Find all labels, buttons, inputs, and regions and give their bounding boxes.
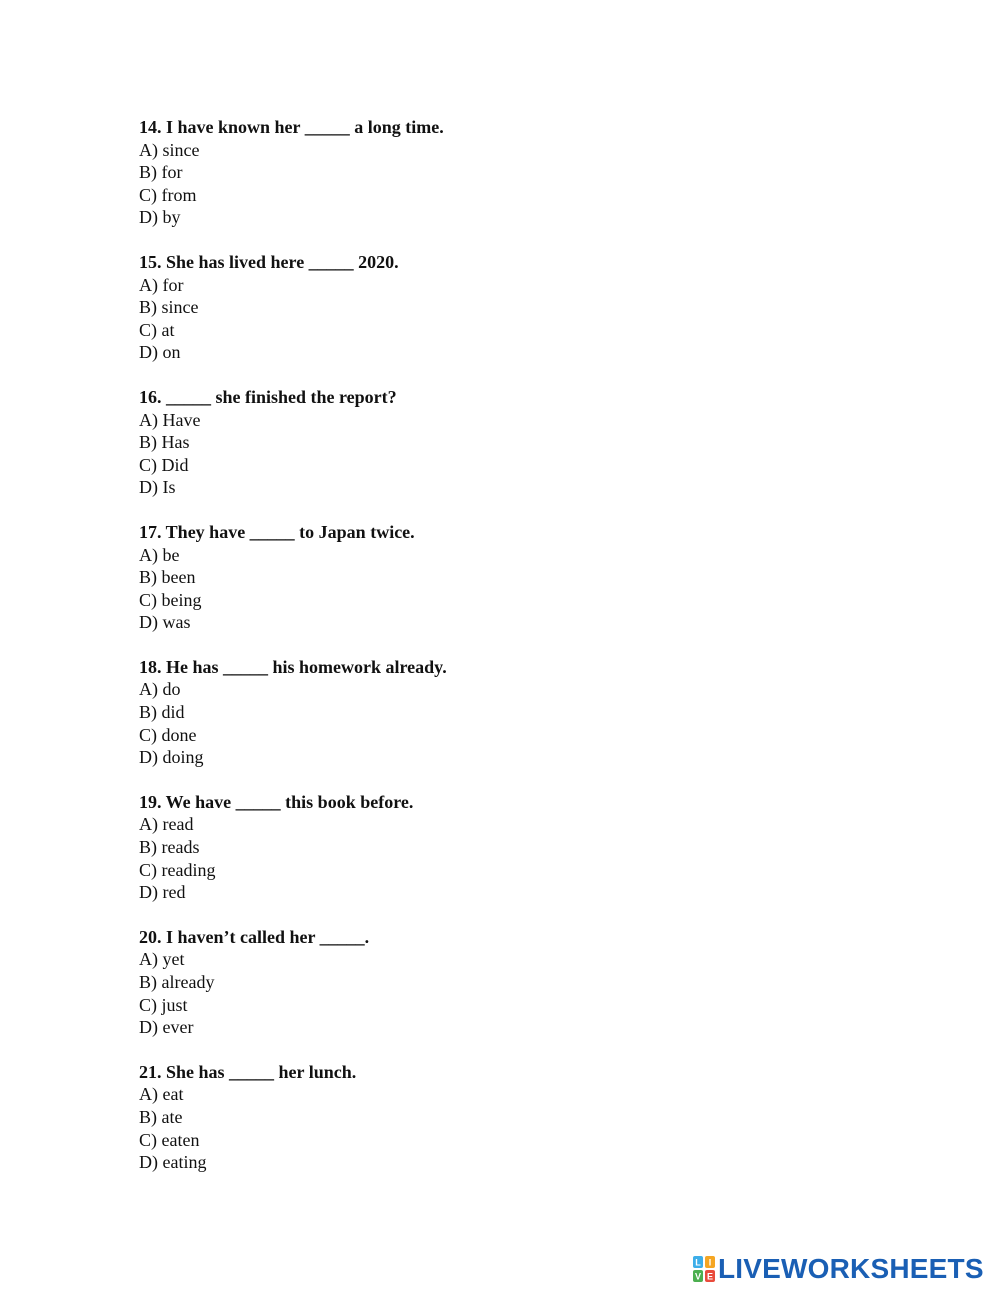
question-text: 17. They have _____ to Japan twice. xyxy=(139,521,415,542)
question-text: 19. We have _____ this book before. xyxy=(139,791,414,812)
option-a: A) since xyxy=(139,139,200,160)
option-a: A) read xyxy=(139,814,194,835)
option-b: B) did xyxy=(139,702,185,723)
question-21 xyxy=(139,1061,839,1174)
option-d: D) doing xyxy=(139,747,204,768)
brand-name: LIVEWORKSHEETS xyxy=(718,1253,984,1284)
option-c: C) eaten xyxy=(139,1129,200,1150)
option-c: C) from xyxy=(139,184,197,205)
option-b: B) been xyxy=(139,567,196,588)
option-b: B) Has xyxy=(139,432,190,453)
option-d: D) on xyxy=(139,342,181,363)
option-c: C) being xyxy=(139,589,202,610)
question-20 xyxy=(139,926,839,1039)
option-d: D) Is xyxy=(139,477,176,498)
option-b: B) reads xyxy=(139,837,200,858)
question-text: 18. He has _____ his homework already. xyxy=(139,656,447,677)
option-a: A) do xyxy=(139,679,181,700)
option-d: D) red xyxy=(139,882,186,903)
option-c: C) reading xyxy=(139,859,216,880)
question-17 xyxy=(139,521,839,634)
question-text: 21. She has _____ her lunch. xyxy=(139,1061,357,1082)
option-b: B) since xyxy=(139,297,199,318)
question-19 xyxy=(139,791,839,904)
question-text: 16. _____ she finished the report? xyxy=(139,386,397,407)
option-a: A) eat xyxy=(139,1084,184,1105)
question-15 xyxy=(139,251,839,364)
option-d: D) ever xyxy=(139,1017,194,1038)
option-d: D) by xyxy=(139,207,181,228)
option-a: A) Have xyxy=(139,409,201,430)
option-a: A) for xyxy=(139,274,184,295)
option-a: A) be xyxy=(139,544,180,565)
option-d: D) was xyxy=(139,612,191,633)
option-b: B) for xyxy=(139,162,183,183)
liveworksheets-logo-icon xyxy=(693,1256,715,1282)
question-16 xyxy=(139,386,839,499)
question-list xyxy=(139,116,839,1196)
liveworksheets-brand xyxy=(693,1255,984,1283)
option-d: D) eating xyxy=(139,1152,207,1173)
option-c: C) just xyxy=(139,994,188,1015)
question-14 xyxy=(139,116,839,229)
option-c: C) Did xyxy=(139,454,189,475)
svg-text:E: E xyxy=(706,1271,714,1282)
question-text: 20. I haven’t called her _____. xyxy=(139,926,370,947)
option-b: B) already xyxy=(139,972,215,992)
option-a: A) yet xyxy=(139,949,185,970)
svg-text:L: L xyxy=(695,1257,701,1268)
option-c: C) at xyxy=(139,319,175,340)
option-b: B) ate xyxy=(139,1106,183,1127)
question-text: 14. I have known her _____ a long time. xyxy=(139,117,444,137)
svg-text:V: V xyxy=(694,1271,702,1282)
question-text: 15. She has lived here _____ 2020. xyxy=(139,251,399,272)
option-c: C) done xyxy=(139,724,197,745)
svg-text:I: I xyxy=(708,1257,712,1268)
question-18 xyxy=(139,656,839,769)
